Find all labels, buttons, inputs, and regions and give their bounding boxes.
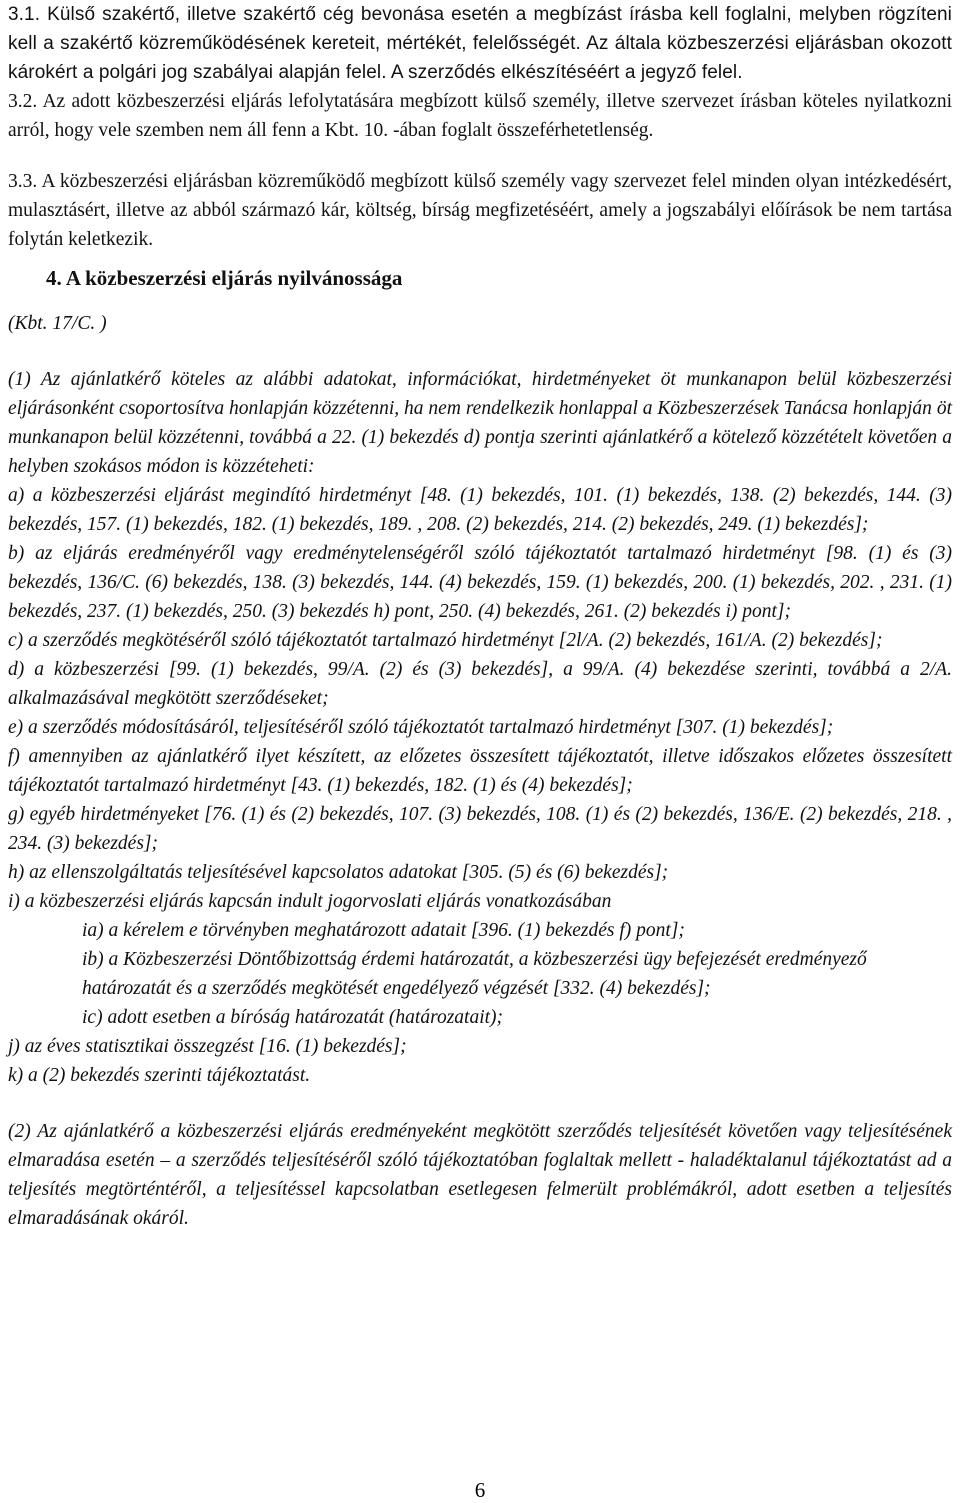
- list-item: e) a szerződés módosításáról, teljesítéséről szóló tájékoztatót tartalmazó hirdetményt [307. (1) bekezdés];: [8, 717, 834, 738]
- spacer: [8, 1090, 952, 1117]
- spacer: [8, 145, 952, 167]
- paragraph-3-2: 3.2. Az adott közbeszerzési eljárás lefolytatására megbízott külső személy, illetve szervezet írásban köteles nyilatkozni arról, hogy vele szemben nem áll fenn a Kbt. 10. -ában foglalt összeférhetetlenség.: [8, 91, 952, 141]
- list-item: c) a szerződés megkötéséről szóló tájékoztatót tartalmazó hirdetményt [2l/A. (2) bekezdés, 161/A. (2) bekezdés];: [8, 630, 883, 651]
- section-heading: 4. A közbeszerzési eljárás nyilvánossága: [46, 266, 403, 290]
- paragraph-3-1: 3.1. Külső szakértő, illetve szakértő cég bevonása esetén a megbízást írásba kell foglalni, melyben rögzíteni kell a szakértő közreműködésének kereteit, mértékét, felelősségét. Az általa közbeszerzési eljárásban okozott károkért a polgári jog szabályai alapján felel. A szerződés elkészítéséért a jegyző felel.: [8, 4, 952, 83]
- list-item: g) egyéb hirdetményeket [76. (1) és (2) bekezdés, 107. (3) bekezdés, 108. (1) és (2) bekezdés, 136/E. (2) bekezdés, 218. , 234. (3) bekezdés];: [8, 804, 952, 854]
- list-item: a) a közbeszerzési eljárást megindító hirdetményt [48. (1) bekezdés, 101. (1) bekezdés, 138. (2) bekezdés, 144. (3) bekezdés, 157. (1) bekezdés, 182. (1) bekezdés, 189. , 208. (2) bekezdés, 214. (2) bekezdés, 249. (1) bekezdés];: [8, 485, 952, 535]
- sub-list-item: ib) a Közbeszerzési Döntőbizottság érdemi határozatát, a közbeszerzési ügy befejezését eredményező határozatát és a szerződés megkötését engedélyező végzését [332. (4) bekezdés];: [82, 949, 867, 999]
- clause-1-intro: (1) Az ajánlatkérő köteles az alábbi adatokat, információkat, hirdetményeket öt munkanapon belül közbeszerzési eljárásonként csoportosítva honlapján közzétenni, ha nem rendelkezik honlappal a Közbeszerzések Tanácsa honlapján öt munkanapon belül közzétenni, továbbá a 22. (1) bekezdés d) pontja szerinti ajánlatkérő a kötelező közzétételt követően a helyben szokásos módon is közzéteheti:: [8, 369, 952, 477]
- list-item: b) az eljárás eredményéről vagy eredménytelenségéről szóló tájékoztatót tartalmazó hirdetményt [98. (1) és (3) bekezdés, 136/C. (6) bekezdés, 138. (3) bekezdés, 144. (4) bekezdés, 159. (1) bekezdés, 200. (1) bekezdés, 202. , 231. (1) bekezdés, 237. (1) bekezdés, 250. (3) bekezdés h) pont, 250. (4) bekezdés, 261. (2) bekezdés i) pont];: [8, 543, 952, 622]
- list-item: j) az éves statisztikai összegzést [16. (1) bekezdés];: [8, 1036, 407, 1057]
- clause-2: (2) Az ajánlatkérő a közbeszerzési eljárás eredményeként megkötött szerződés teljesítését követően vagy teljesítésének elmaradása esetén – a szerződés teljesítéséről szóló tájékoztatóban foglaltak mellett - haladéktalanul tájékoztatást ad a teljesítés megtörténtéről, a teljesítéssel kapcsolatban esetlegesen felmerült problémákról, adott esetben a teljesítés elmaradásának okáról.: [8, 1121, 952, 1229]
- sub-list-item: ic) adott esetben a bíróság határozatát (határozatait);: [82, 1007, 504, 1028]
- list-item: i) a közbeszerzési eljárás kapcsán indult jogorvoslati eljárás vonatkozásában: [8, 891, 612, 912]
- list-item: k) a (2) bekezdés szerinti tájékoztatást.: [8, 1065, 311, 1086]
- paragraph-3-3: 3.3. A közbeszerzési eljárásban közreműködő megbízott külső személy vagy szervezet felel minden olyan intézkedésért, mulasztásért, illetve az abból származó kár, költség, bírság megfizetéséért, amely a jogszabályi előírások be nem tartása folytán keletkezik.: [8, 171, 952, 250]
- spacer: [8, 293, 952, 309]
- page-number: 6: [474, 1478, 486, 1502]
- spacer: [8, 338, 952, 365]
- sub-list-item: ia) a kérelem e törvényben meghatározott adatait [396. (1) bekezdés f) pont];: [82, 920, 685, 941]
- list-item: h) az ellenszolgáltatás teljesítésével kapcsolatos adatokat [305. (5) és (6) bekezdés];: [8, 862, 669, 883]
- list-item: d) a közbeszerzési [99. (1) bekezdés, 99/A. (2) és (3) bekezdés], a 99/A. (4) bekezdése szerinti, továbbá a 2/A. alkalmazásával megkötött szerződéseket;: [8, 659, 952, 709]
- list-item: f) amennyiben az ajánlatkérő ilyet készített, az előzetes összesített tájékoztatót, illetve időszakos előzetes összesített tájékoztatót tartalmazó hirdetményt [43. (1) bekezdés, 182. (1) és (4) bekezdés];: [8, 746, 952, 796]
- section-reference: (Kbt. 17/C. ): [8, 313, 107, 334]
